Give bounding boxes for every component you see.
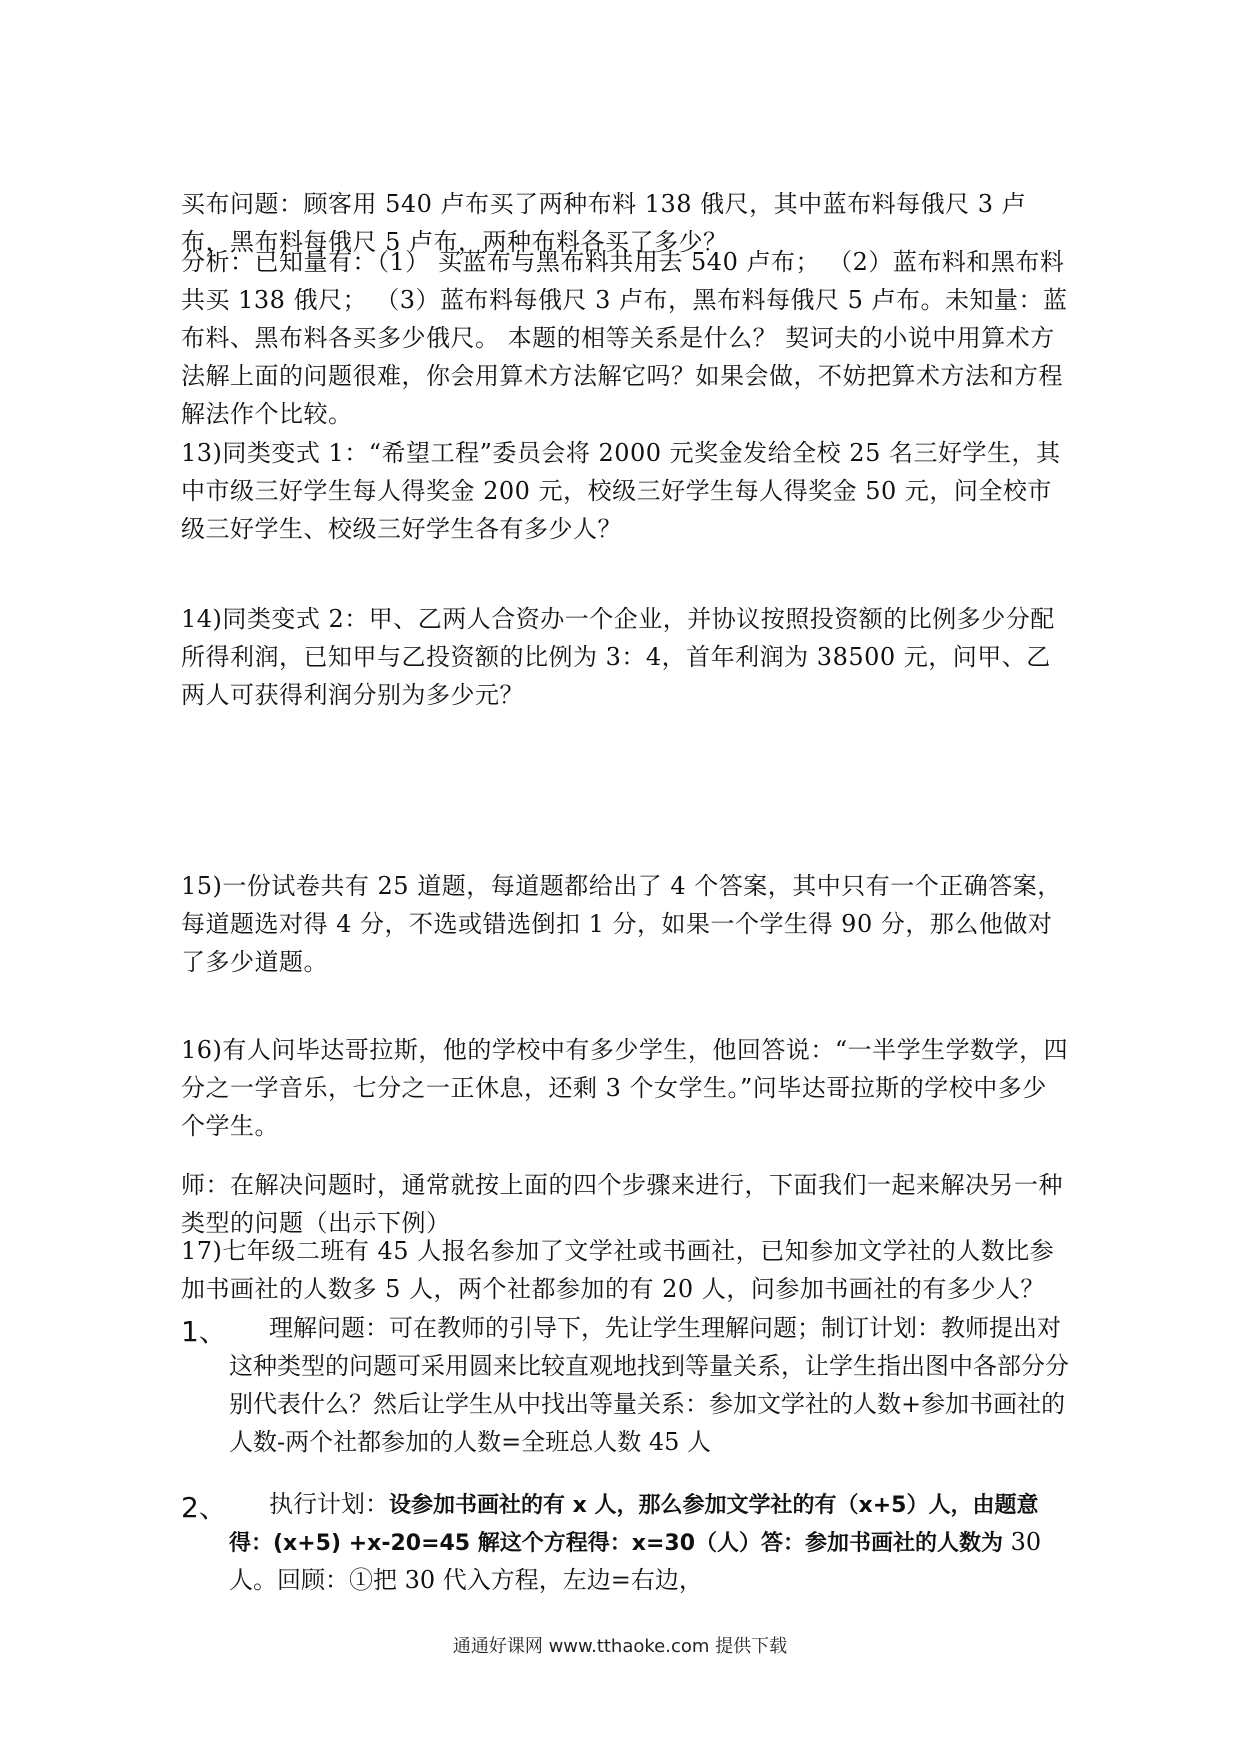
step-2-number: 2、 bbox=[181, 1491, 227, 1524]
step-2-review: 30 人。回顾：①把 30 代入方程，左边=右边， bbox=[229, 1527, 1042, 1594]
problem-15: 15)一份试卷共有 25 道题，每道题都给出了 4 个答案，其中只有一个正确答案，每道题选对得 4 分，不选或错选倒扣 1 分，如果一个学生得 90 分，那么他做对了多少道题。 bbox=[181, 872, 1062, 976]
step-1-number: 1、 bbox=[181, 1315, 227, 1348]
page-footer: 通通好课网 www.tthaoke.com 提供下载 bbox=[452, 1636, 788, 1657]
problem-14: 14)同类变式 2：甲、乙两人合资办一个企业，并协议按照投资额的比例多少分配所得利润，已知甲与乙投资额的比例为 3：4，首年利润为 38500 元，问甲、乙两人可获得利润分别为多少元？ bbox=[181, 605, 1055, 709]
step-2-solution: 设参加书画社的有 x 人，那么参加文学社的有（x+5）人，由题意得：(x+5) +x-20=45 解这个方程得：x=30（人）答：参加书画社的人数为 bbox=[229, 1493, 1039, 1556]
step-2 bbox=[181, 1486, 1071, 1600]
buy-cloth-problem: 买布问题：顾客用 540 卢布买了两种布料 138 俄尺，其中蓝布料每俄尺 3 卢布，黑布料每俄尺 5 卢布，两种布料各买了多少？ bbox=[181, 190, 1027, 256]
step-1 bbox=[181, 1310, 1071, 1462]
problem-16: 16)有人问毕达哥拉斯，他的学校中有多少学生，他回答说：“一半学生学数学，四分之一学音乐，七分之一正休息，还剩 3 个女学生。”问毕达哥拉斯的学校中多少个学生。 bbox=[181, 1036, 1069, 1140]
step-2-text bbox=[229, 1486, 1071, 1600]
step-2-lead: 执行计划： bbox=[269, 1490, 389, 1518]
step-1-text: 理解问题：可在教师的引导下，先让学生理解问题；制订计划：教师提出对这种类型的问题可采用圆来比较直观地找到等量关系，让学生指出图中各部分分别代表什么？然后让学生从中找出等量关系：参加文学社的人数+参加书画社的人数-两个社都参加的人数=全班总人数 45 人 bbox=[229, 1314, 1069, 1456]
teacher-paragraph: 师：在解决问题时，通常就按上面的四个步骤来进行，下面我们一起来解决另一种类型的问题（出示下例） bbox=[181, 1171, 1063, 1237]
problem-17: 17)七年级二班有 45 人报名参加了文学社或书画社，已知参加文学社的人数比参加书画社的人数多 5 人，两个社都参加的有 20 人，问参加书画社的有多少人？ bbox=[181, 1237, 1055, 1303]
problem-13: 13)同类变式 1：“希望工程”委员会将 2000 元奖金发给全校 25 名三好学生，其中市级三好学生每人得奖金 200 元，校级三好学生每人得奖金 50 元，问全校市级三好学生、校级三好学生各有多少人？ bbox=[181, 439, 1061, 543]
analysis-paragraph: 分析：已知量有：（1） 买蓝布与黑布料共用去 540 卢布； （2）蓝布料和黑布料共买 138 俄尺； （3）蓝布料每俄尺 3 卢布，黑布料每俄尺 5 卢布。未知量：蓝布料、黑布料各买多少俄尺。 本题的相等关系是什么？ 契诃夫的小说中用算术方法解上面的问题很难，你会用算术方法解它吗？如果会做，不妨把算术方法和方程解法作个比较。 bbox=[181, 248, 1068, 428]
